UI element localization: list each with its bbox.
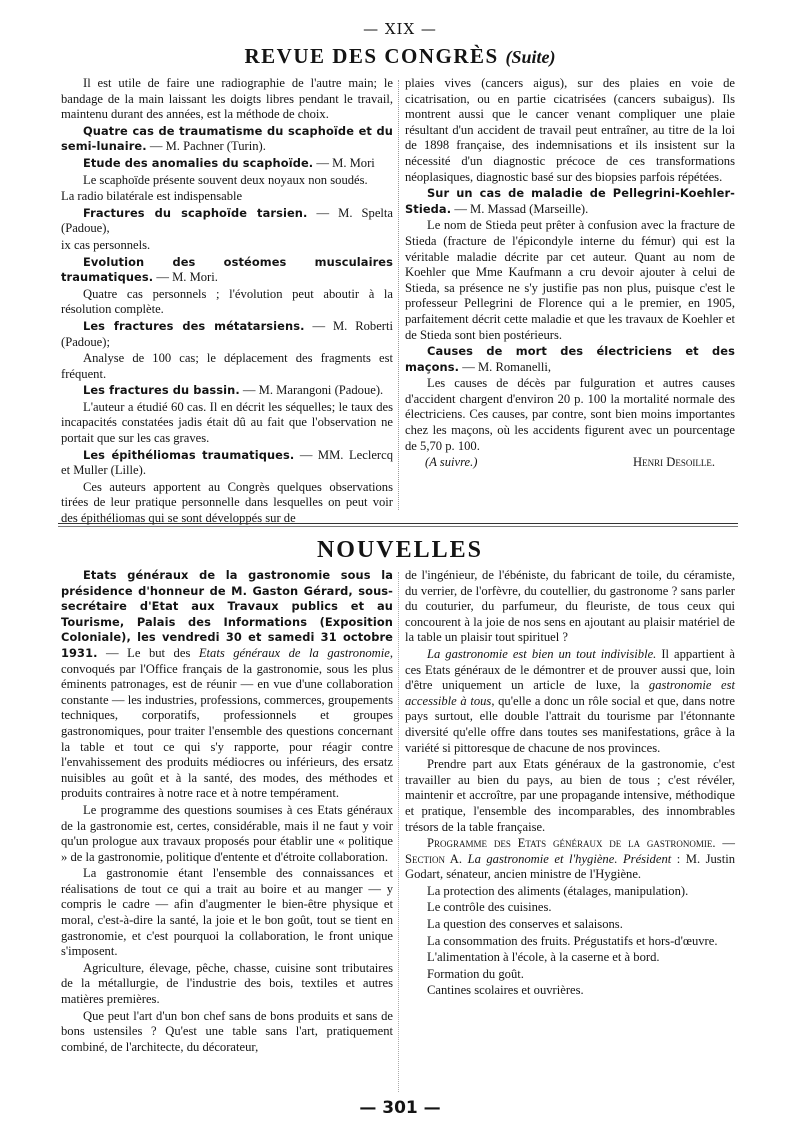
paragraph: Que peut l'art d'un bon chef sans de bons produits et sans de bons ustensiles ? Qu'est une table sans l'art, pratiquement combiné, de l'architecte, du décorateur, [61, 1008, 393, 1054]
revue-title [0, 44, 800, 69]
nouvelles-title: NOUVELLES [316, 537, 484, 563]
revue-column-right [405, 76, 735, 471]
revue-title-suite: (Suite) [505, 47, 556, 67]
entry-heading: Quatre cas de traumatisme du scaphoïde et du semi-lunaire. — M. Pachner (Turin). [61, 123, 393, 154]
suivre-note: (A suivre.) [425, 455, 478, 470]
paragraph: Le scaphoïde présente souvent deux noyaux non soudés. [83, 172, 368, 187]
author-signature: Henri Desoille. [633, 455, 715, 470]
section-rule [58, 523, 738, 524]
paragraph: de l'ingénieur, de l'ébéniste, du fabricant de toile, du céramiste, du verrier, de l'orfèvre, du coutellier, du gastronome ? sans parler du couturier, du parfumeur, du fleuriste, de tous ceux qui concourent à la joie de nos sens en ajoutant au plaisir matériel de la table un plaisir tout spirituel ? [405, 568, 735, 645]
paragraph: Le nom de Stieda peut prêter à confusion avec la fracture de Stieda (fracture de l'épicondyle interne du fémur) qui est la véritable maladie décrite par cet auteur. Quant au nom de Koehler que Mme Kaufmann a cru devoir ajouter à celui de Stieda, sa présence ne s'y justifie pas non plus, puisque c'est le professeur Pellegrini de Florence qui a le premier, en 1905, parfaitement décrit cette maladie et que les travaux de Koehler et de Stieda sont bien postérieurs. [405, 218, 735, 342]
paragraph: Les causes de décès par fulguration et autres causes d'accident chargent d'environ 20 p. 100 la mortalité normale des électriciens. Ces causes, par contre, sont bien moins importantes chez les maçons, où les accidents figurent avec un pourcentage de 5,70 p. 100. [405, 376, 735, 453]
entry-heading: Les fractures du bassin. — M. Marangoni (Padoue). [83, 383, 384, 398]
page-number: — 301 — [359, 1098, 441, 1118]
paragraph: Agriculture, élevage, pêche, chasse, cuisine sont tributaires de la métallurgie, de l'industrie des bois, textiles et autres matières premières. [61, 960, 393, 1007]
paragraph: La radio bilatérale est indispensable [61, 189, 243, 204]
paragraph: ix cas personnels. [61, 237, 151, 252]
program-item: La question des conserves et salaisons. [427, 917, 623, 932]
entry-heading: Les fractures des métatarsiens. — M. Roberti (Padoue); [61, 318, 393, 349]
roman-page-number: — XIX — [363, 20, 437, 38]
program-item: La consommation des fruits. Prégustatifs et hors-d'œuvre. [427, 933, 718, 948]
signature-row [405, 455, 735, 471]
paragraph: Prendre part aux Etats généraux de la gastronomie, c'est travailler au bien du pays, au bien de tous ; c'est révéler, maintenir et accroître, par une propagande intensive, méthodique et pratique, l'ensemble des incomparables, des innombrables trésors de la table française. [405, 757, 735, 834]
nouvelles-column-left [61, 568, 393, 1056]
program-item: L'alimentation à l'école, à la caserne et à bord. [427, 950, 660, 965]
program-item: Formation du goût. [427, 966, 524, 981]
entry-heading: Etude des anomalies du scaphoïde. — M. Mori [83, 155, 375, 170]
program-item: La protection des aliments (étalages, manipulation). [427, 883, 689, 898]
entry-heading: Sur un cas de maladie de Pellegrini-Koehler-Stieda. — M. Massad (Marseille). [405, 186, 735, 216]
program-item: Le contrôle des cuisines. [427, 900, 552, 915]
paragraph: La gastronomie est bien un tout indivisible. Il appartient à ces Etats généraux de le démontrer et de prouver aussi que, loin d'être uniquement un article de luxe, la gastronomie est accessible à tous, qu'elle a donc un rôle social et que, dans notre pays surtout, elle double l'attrait du tourisme par l'étonnante diversité qu'elle offre dans toutes ses manifestations, grâce à la variété si pittoresque de chacune de nos provinces. [405, 646, 736, 755]
lead-paragraph: Etats généraux de la gastronomie sous la présidence d'honneur de M. Gaston Gérard, sous-secrétaire d'Etat aux Travaux publics et au Tourisme, Palais des Informations (Exposition Coloniale), les vendredi 30 et samedi 31 octobre 1931. — Le but des Etats généraux de la gastronomie, convoqués par l'Office français de la gastronomie, sous les plus éminents patronages, est de réunir — en vue d'une collaboration constante — les industries, professions, commerces, groupements techniques, corporatifs, professionnels et groupes gastronomiques, pour traiter l'ensemble des questions concernant la table et tout ce qui s'y rapporte, pour réagir contre l'envahissement des produits médiocres ou inférieurs, des ersatz nuisibles au goût et à la santé, des modes, des méthodes et produits contraires à notre race et à notre tempérament. [61, 568, 393, 801]
entry-heading: Causes de mort des électriciens et des maçons. — M. Romanelli, [405, 344, 735, 374]
revue-title-text: REVUE DES CONGRÈS [244, 44, 499, 68]
revue-column-left [61, 76, 393, 528]
paragraph: L'auteur a étudié 60 cas. Il en décrit les séquelles; le taux des incapacités constatées jadis était dû au fait que l'observation ne portait que sur les cas graves. [61, 399, 393, 446]
column-divider-top [398, 80, 399, 510]
program-item: Cantines scolaires et ouvrières. [427, 983, 584, 998]
paragraph: Quatre cas personnels ; l'évolution peut aboutir à la résolution complète. [61, 286, 393, 317]
paragraph: Ces auteurs apportent au Congrès quelques observations tirées de leur pratique personnelle dans lesquelles on peut voir des épithéliomas qui se sont développés sur de [61, 479, 393, 526]
paragraph: La gastronomie étant l'ensemble des connaissances et réalisations de tout ce qui a trait au boire et au manger — y compris le cadre — afin d'augmenter le bien-être physique et moral, c'est-à-dire la santé, la joie et le bon goût, tout se tient en gastronomie, et c'est pourquoi la collaboration, le front unique s'imposent. [61, 866, 393, 959]
paragraph: Analyse de 100 cas; le déplacement des fragments est fréquent. [61, 351, 393, 381]
entry-heading: Fractures du scaphoïde tarsien. — M. Spelta (Padoue), [61, 205, 393, 236]
section-rule-inner [58, 526, 738, 527]
nouvelles-column-right [405, 568, 735, 1000]
program-heading: Programme des Etats généraux de la gastronomie. — Section A. La gastronomie et l'hygiène. Président : M. Justin Godart, sénateur, ancien ministre de l'Hygiène. [405, 836, 736, 882]
entry-heading: Evolution des ostéomes musculaires traumatiques. — M. Mori. [61, 254, 393, 285]
entry-heading: Les épithéliomas traumatiques. — MM. Leclercq et Muller (Lille). [61, 447, 393, 478]
paragraph: plaies vives (cancers aigus), sur des plaies en voie de cicatrisation, ou en partie cicatrisées (cancers subaigus). Ils montrent aussi que le cancer venant compliquer une plaie résultant d'un accident de travail peut entraîner, au titre de la loi de 1898 française, des indemnisations et ils insistent sur la nécessité d'un diagnostic précoce de ces transformations néoplasiques, diagnostic basé sur des biopsies parfois répétées. [405, 76, 735, 184]
paragraph: Le programme des questions soumises à ces Etats généraux de la gastronomie est, certes, considérable, mais il ne faut y voir qu'un prologue aux travaux proposés pour établir une « politique » de la gastronomie, politique d'entente et d'étroite collaboration. [61, 802, 393, 864]
column-divider-bottom [398, 572, 399, 1092]
paragraph: Il est utile de faire une radiographie de l'autre main; le bandage de la main laissant les doigts libres pendant le travail, maintenu durant des années, est la méthode de choix. [61, 76, 393, 122]
